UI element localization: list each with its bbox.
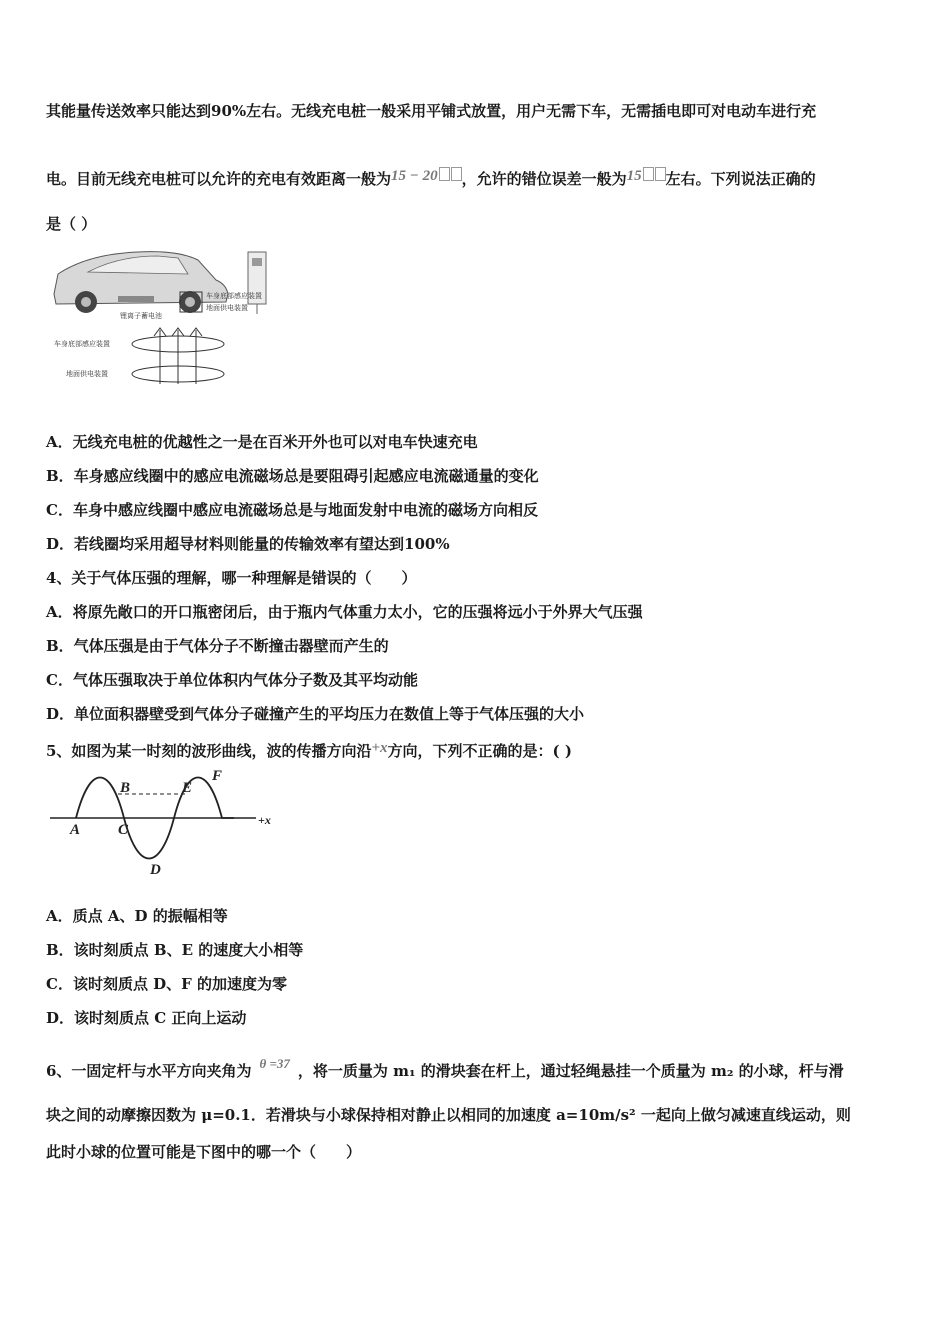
q6-line1: [46, 1054, 844, 1081]
q5-stem: [46, 738, 572, 761]
q3-line1: 其能量传送效率只能达到90%左右。无线充电桩一般采用平铺式放置，用户无需下车，无需插电即可对电动车进行充: [46, 102, 817, 120]
q3-line2-text-c: 左右。下列说法正确的: [665, 170, 816, 188]
wave-diagram: [48, 770, 288, 880]
q3-line3: 是（ ）: [46, 215, 97, 233]
q3-line2-text-b: ，允许的错位误差一般为: [461, 170, 627, 188]
q6-line3: 此时小球的位置可能是下图中的哪一个（ ）: [46, 1143, 362, 1161]
battery-label: 锂离子蓄电池: [120, 312, 162, 320]
q3-option-d: D．若线圈均采用超导材料则能量的传输效率有望达到100%: [46, 535, 450, 553]
q3-option-a: A．无线充电桩的优越性之一是在百米开外也可以对电车快速充电: [46, 433, 478, 451]
magnetic-field-arrows: [132, 328, 224, 384]
q3-error-formula: 15: [627, 168, 666, 184]
car-receiver-label: 车身底部感应装置: [206, 292, 262, 300]
q5-option-a: A．质点 A、D 的振幅相等: [46, 907, 228, 925]
q4-option-d: D．单位面积器壁受到气体分子碰撞产生的平均压力在数值上等于气体压强的大小: [46, 705, 585, 723]
point-f-label: F: [212, 770, 223, 784]
q5-option-b: B．该时刻质点 B、E 的速度大小相等: [46, 941, 304, 959]
q3-line2: [46, 166, 816, 189]
q6-angle-formula: θ =37: [259, 1056, 290, 1071]
q4-stem: 4、关于气体压强的理解，哪一种理解是错误的（ ）: [46, 569, 417, 587]
q3-distance-formula: 15 − 20: [391, 168, 462, 184]
q5-option-c: C．该时刻质点 D、F 的加速度为零: [46, 975, 288, 993]
left-transmitter-label: 地面供电装置: [66, 370, 108, 378]
point-e-label: E: [182, 780, 193, 796]
q3-option-b: B．车身感应线圈中的感应电流磁场总是要阻碍引起感应电流磁通量的变化: [46, 467, 539, 485]
q4-option-b: B．气体压强是由于气体分子不断撞击器壁而产生的: [46, 637, 389, 655]
q5-stem-text-a: 5、如图为某一时刻的波形曲线，波的传播方向沿: [46, 742, 372, 760]
q6-line1-text-a: 6、一固定杆与水平方向夹角为: [46, 1062, 252, 1080]
q6-line2: 块之间的动摩擦因数为 μ=0.1．若滑块与小球保持相对静止以相同的加速度 a=10m/s² 一起向上做匀减速直线运动，则: [46, 1106, 851, 1124]
q4-option-a: A．将原先敞口的开口瓶密闭后，由于瓶内气体重力太小，它的压强将远小于外界大气压强: [46, 603, 643, 621]
left-receiver-label: 车身底部感应装置: [54, 340, 110, 348]
wireless-charging-figure: [48, 244, 288, 394]
q4-option-c: C．气体压强取决于单位体积内气体分子数及其平均动能: [46, 671, 418, 689]
q3-option-c: C．车身中感应线圈中感应电流磁场总是与地面发射中电流的磁场方向相反: [46, 501, 538, 519]
point-c-label: C: [118, 822, 129, 838]
q6-line1-text-b: ，将一质量为 m₁ 的滑块套在杆上，通过轻绳悬挂一个质量为 m₂ 的小球，杆与滑: [297, 1062, 844, 1080]
axis-direction-label: +x: [258, 813, 271, 827]
q5-option-d: D．该时刻质点 C 正向上运动: [46, 1009, 247, 1027]
point-d-label: D: [150, 862, 161, 878]
point-b-label: B: [120, 780, 131, 796]
q5-stem-text-b: 方向，下列不正确的是：( ): [387, 742, 572, 760]
point-a-label: A: [70, 822, 81, 838]
charging-pile: [248, 252, 266, 314]
ground-transmitter-label: 地面供电装置: [206, 304, 248, 312]
q3-line2-text-a: 电。目前无线充电桩可以允许的充电有效距离一般为: [46, 170, 392, 188]
q5-direction-formula: +x: [371, 740, 388, 756]
